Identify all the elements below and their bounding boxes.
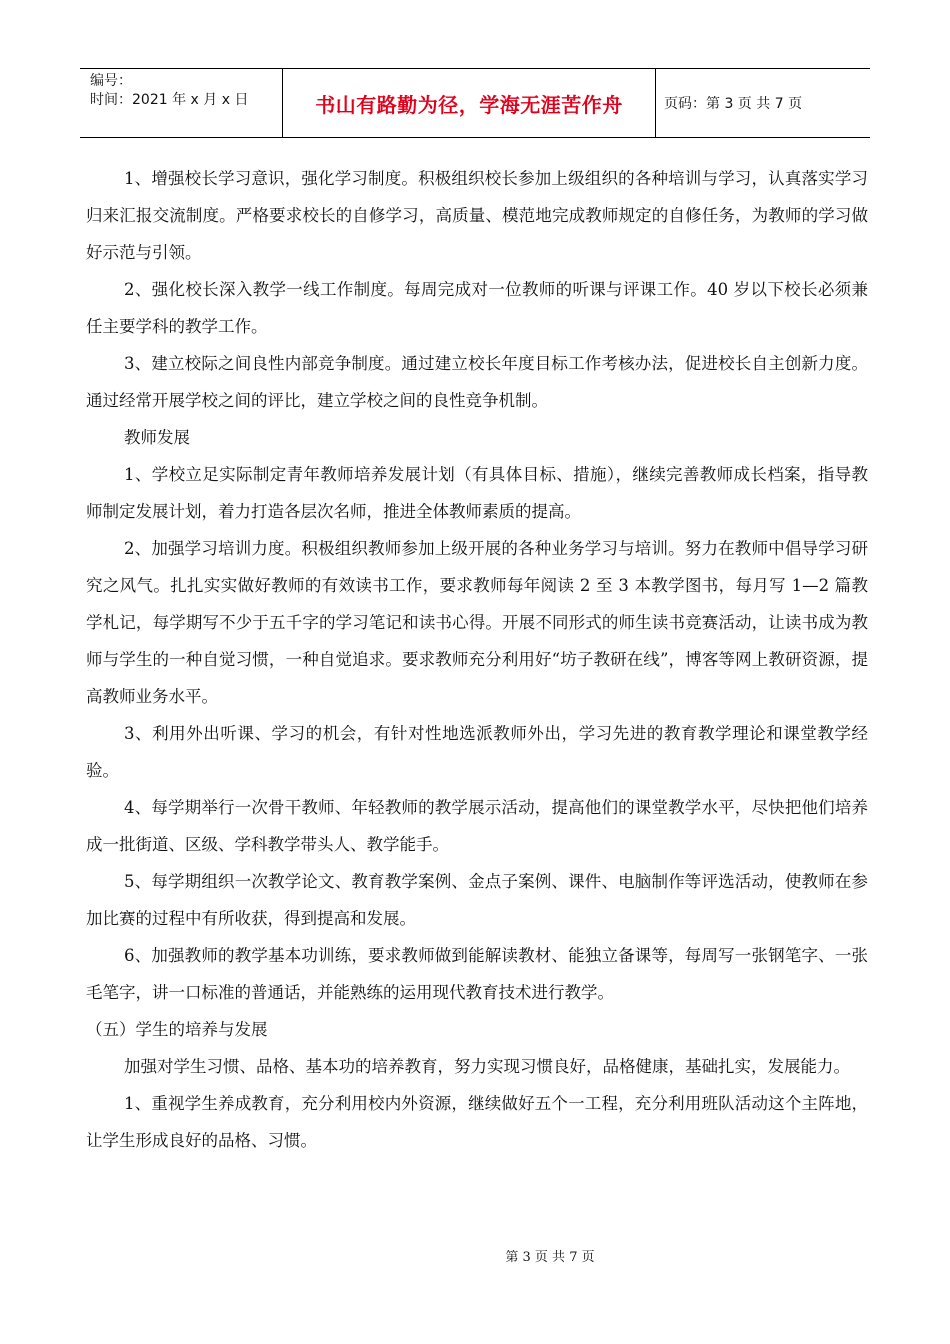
- paragraph-principal-competition: 3、建立校际之间良性内部竞争制度。通过建立校长年度目标工作考核办法，促进校长自主创新力度。通过经常开展学校之间的评比，建立学校之间的良性竞争机制。: [86, 354, 868, 410]
- paragraph-teacher-training: 2、加强学习培训力度。积极组织教师参加上级开展的各种业务学习与培训。努力在教师中倡导学习研究之风气。扎扎实实做好教师的有效读书工作，要求教师每年阅读 2 至 3 本教学图书，每月写 1—2 篇教学札记，每学期写不少于五千字的学习笔记和读书心得。开展不同形式的师生读书竞赛活动，让读书成为教师与学生的一种自觉习惯，一种自觉追求。要求教师充分利用好“坊子教研在线”，博客等网上教研资源，提高教师业务水平。: [86, 539, 868, 706]
- paragraph-teacher-plan: 1、学校立足实际制定青年教师培养发展计划（有具体目标、措施），继续完善教师成长档案，指导教师制定发展计划，着力打造各层次名师，推进全体教师素质的提高。: [86, 465, 868, 521]
- paragraph-student-habits: 1、重视学生养成教育，充分利用校内外资源，继续做好五个一工程，充分利用班队活动这个主阵地，让学生形成良好的品格、习惯。: [86, 1094, 868, 1150]
- paragraph-principal-teaching: 2、强化校长深入教学一线工作制度。每周完成对一位教师的听课与评课工作。40 岁以下校长必须兼任主要学科的教学工作。: [86, 280, 868, 336]
- header-page-info: 页码：第 3 页 共 7 页: [664, 96, 803, 112]
- section-heading-teacher-development: 教师发展: [124, 428, 190, 447]
- paragraph-principal-study: 1、增强校长学习意识，强化学习制度。积极组织校长参加上级组织的各种培训与学习，认真落实学习归来汇报交流制度。严格要求校长的自修学习，高质量、模范地完成教师规定的自修任务，为教师的学习做好示范与引领。: [86, 169, 868, 262]
- document-body: [86, 160, 868, 1159]
- document-number-label: 编号：: [90, 73, 132, 89]
- section-heading-student-development: （五）学生的培养与发展: [86, 1020, 268, 1039]
- document-time-label: 时间：2021 年 x 月 x 日: [90, 92, 249, 108]
- document-header: [80, 68, 870, 138]
- page-footer: 第 3 页 共 7 页: [505, 1250, 595, 1265]
- header-meta: [80, 69, 283, 137]
- paragraph-teacher-skills: 6、加强教师的教学基本功训练，要求教师做到能解读教材、能独立备课等，每周写一张钢笔字、一张毛笔字，讲一口标准的普通话，并能熟练的运用现代教育技术进行教学。: [86, 946, 868, 1002]
- paragraph-teacher-competition: 5、每学期组织一次教学论文、教育教学案例、金点子案例、课件、电脑制作等评选活动，使教师在参加比赛的过程中有所收获，得到提高和发展。: [86, 872, 868, 928]
- header-motto: 书山有路勤为径，学海无涯苦作舟: [283, 69, 656, 137]
- paragraph-student-overview: 加强对学生习惯、品格、基本功的培养教育，努力实现习惯良好，品格健康，基础扎实，发展能力。: [124, 1057, 850, 1076]
- paragraph-teacher-external-study: 3、利用外出听课、学习的机会，有针对性地选派教师外出，学习先进的教育教学理论和课堂教学经验。: [86, 724, 868, 780]
- paragraph-teacher-showcase: 4、每学期举行一次骨干教师、年轻教师的教学展示活动，提高他们的课堂教学水平，尽快把他们培养成一批街道、区级、学科教学带头人、教学能手。: [86, 798, 868, 854]
